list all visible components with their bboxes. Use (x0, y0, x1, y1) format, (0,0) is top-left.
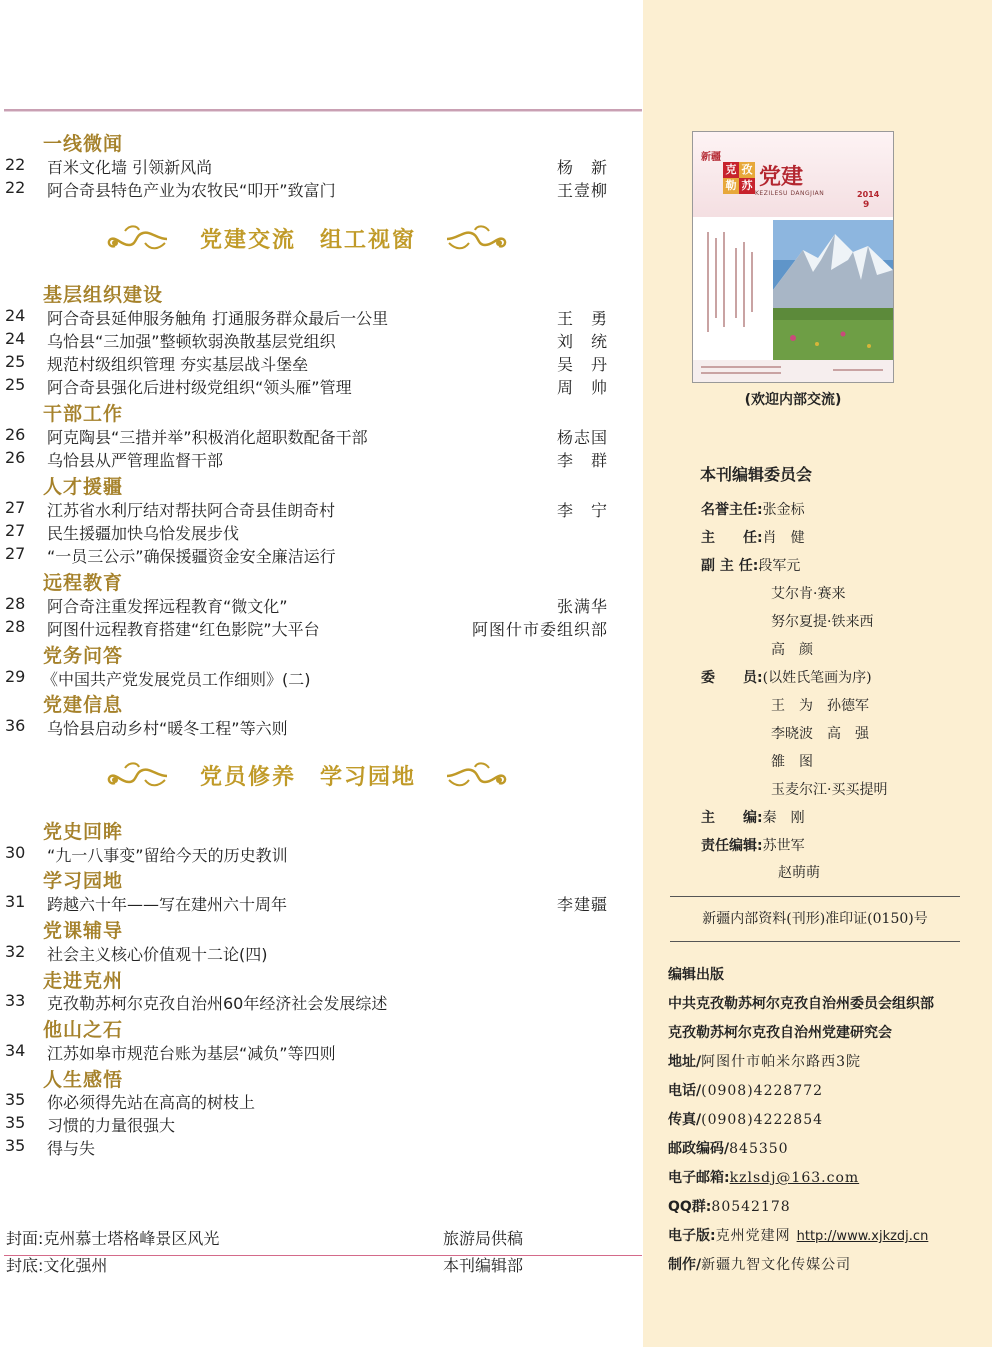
entry-title: 阿合奇县延伸服务触角 打通服务群众最后一公里 (47, 309, 389, 328)
value: 段军元 (758, 558, 801, 574)
cover-footer (693, 360, 893, 382)
value: 肖 健 (762, 530, 805, 546)
email-link[interactable]: kzlsdj@163.com (729, 1170, 860, 1186)
note: (以姓氏笔画为序) (762, 670, 872, 686)
banner-title: 党建交流 组工视窗 (199, 228, 416, 253)
permit-divider-bottom (670, 941, 960, 942)
entry-author: 杨 新 (556, 158, 608, 177)
entry-title: 阿克陶县“三措并举”积极消化超职数配备干部 (47, 428, 368, 447)
page-number: 27 (5, 544, 26, 563)
entry-author: 阿图什市委组织部 (471, 620, 608, 639)
section-banner (105, 221, 510, 257)
toc-entry[interactable] (0, 178, 620, 200)
logo-char: 克 (725, 163, 737, 176)
toc-entry[interactable] (0, 306, 620, 328)
entry-title: 江苏如皋市规范台账为基层“减负”等四则 (47, 1044, 336, 1063)
toc-entry[interactable] (0, 1041, 620, 1063)
entry-title: 社会主义核心价值观十二论(四) (47, 945, 268, 964)
logo-char: 勒 (723, 178, 739, 194)
publisher-org: 中共克孜勒苏柯尔克孜自治州委员会组织部 (668, 996, 934, 1012)
section-heading: 人才援疆 (43, 476, 124, 498)
web-name: 克州党建网 (715, 1228, 791, 1244)
scroll-ornament-left-icon (105, 758, 171, 794)
page-number: 27 (5, 498, 26, 517)
page-number: 22 (5, 178, 26, 197)
toc-entry[interactable] (0, 991, 620, 1013)
toc-entry[interactable] (0, 716, 620, 738)
cover-credit-back-source: 本刊编辑部 (443, 1256, 524, 1275)
toc-entry[interactable] (0, 1090, 620, 1112)
page-number: 35 (5, 1136, 26, 1155)
toc-entry[interactable] (0, 843, 620, 865)
publisher-maker (668, 1254, 851, 1274)
label: 地址/ (668, 1054, 702, 1070)
toc-entry[interactable] (0, 352, 620, 374)
cover-caption: (欢迎内部交流) (744, 392, 842, 408)
page-number: 34 (5, 1041, 26, 1060)
page-number: 27 (5, 521, 26, 540)
section-heading: 基层组织建设 (43, 284, 164, 306)
publisher-zip (668, 1138, 789, 1158)
entry-author: 杨志国 (556, 428, 608, 447)
page-number: 35 (5, 1113, 26, 1132)
entry-title: 阿合奇注重发挥远程教育“微文化” (47, 597, 288, 616)
entry-title: 乌恰县“三加强”整顿软弱涣散基层党组织 (47, 332, 336, 351)
page-number: 35 (5, 1090, 26, 1109)
value: 80542178 (711, 1199, 791, 1215)
value: (0908)4222854 (701, 1112, 824, 1128)
entry-title: “一员三公示”确保援疆资金安全廉洁运行 (47, 547, 336, 566)
banner-title: 党员修养 学习园地 (199, 765, 416, 790)
entry-title: 《中国共产党发展党员工作细则》(二) (42, 670, 311, 689)
committee-honorary (701, 499, 805, 519)
entry-title: 乌恰县启动乡村“暖冬工程”等六则 (47, 719, 288, 738)
page-number: 28 (5, 594, 26, 613)
label: 制作/ (668, 1257, 702, 1273)
logo-char: 苏 (741, 179, 753, 192)
section-heading: 党务问答 (43, 645, 124, 667)
publisher-email (668, 1167, 859, 1187)
page-number: 25 (5, 375, 26, 394)
entry-author: 王 勇 (556, 309, 608, 328)
toc-entry[interactable] (0, 329, 620, 351)
committee-responsible-editor-name: 赵萌萌 (778, 865, 820, 881)
value: 苏世军 (762, 838, 805, 854)
toc-entry[interactable] (0, 617, 620, 639)
toc-entry[interactable] (0, 1113, 620, 1135)
magazine-cover-thumbnail[interactable] (692, 131, 894, 383)
label: 主 编: (701, 810, 763, 826)
cover-pinyin: KEZILESU DANGJIAN (755, 190, 825, 197)
committee-members (701, 667, 872, 687)
publisher-fax (668, 1109, 823, 1129)
scroll-ornament-right-icon (443, 758, 509, 794)
cover-logo (723, 162, 755, 194)
toc-entry[interactable] (0, 521, 620, 543)
scroll-ornament-right-icon (443, 221, 509, 257)
section-heading: 人生感悟 (43, 1069, 124, 1091)
cover-year: 2014 (857, 190, 880, 199)
toc-entry[interactable] (0, 544, 620, 566)
label: 传真/ (668, 1112, 702, 1128)
label: 副 主 任: (701, 558, 759, 574)
committee-member-names: 李晓波 高 强 (771, 726, 869, 742)
entry-title: 乌恰县从严管理监督干部 (47, 451, 224, 470)
page-number: 26 (5, 448, 26, 467)
entry-author: 王壹柳 (556, 181, 608, 200)
committee-deputy (701, 555, 800, 575)
page-number: 33 (5, 991, 26, 1010)
label: 电子版: (668, 1228, 716, 1244)
toc-entry[interactable] (0, 942, 620, 964)
entry-author: 李建疆 (556, 895, 608, 914)
entry-title: 跨越六十年——写在建州六十周年 (47, 895, 288, 914)
section-heading: 学习园地 (43, 870, 124, 892)
cover-credit-front: 封面:克州慕士塔格峰景区风光 (6, 1229, 220, 1248)
toc-entry[interactable] (0, 594, 620, 616)
entry-title: 你必须得先站在高高的树枝上 (47, 1093, 256, 1112)
page-number: 22 (5, 155, 26, 174)
entry-title: 习惯的力量很强大 (47, 1116, 176, 1135)
entry-author: 刘 统 (556, 332, 608, 351)
publication-permit: 新疆内部资料(刊形)准印证(0150)号 (702, 911, 928, 927)
toc-entry[interactable] (0, 1136, 620, 1158)
entry-author: 周 帅 (556, 378, 608, 397)
page-number: 32 (5, 942, 26, 961)
publisher-web (668, 1225, 928, 1245)
label: QQ群: (668, 1199, 712, 1215)
cover-issue: 9 (863, 200, 870, 210)
committee-title: 本刊编辑委员会 (700, 465, 813, 484)
cover-credit-back: 封底:文化强州 (6, 1256, 108, 1275)
entry-author: 张满华 (556, 597, 608, 616)
value: (0908)4228772 (701, 1083, 824, 1099)
entry-title: 克孜勒苏柯尔克孜自治州60年经济社会发展综述 (47, 994, 388, 1013)
toc-entry[interactable] (0, 892, 620, 914)
top-divider (4, 109, 642, 112)
section-heading: 党史回眸 (43, 821, 124, 843)
entry-title: 百米文化墙 引领新风尚 (47, 158, 213, 177)
label: 名誉主任: (701, 502, 763, 518)
section-heading: 党课辅导 (43, 920, 124, 942)
toc-entry[interactable] (0, 448, 620, 470)
website-link[interactable]: http://www.xjkzdj.cn (796, 1229, 929, 1244)
entry-title: 规范村级组织管理 夯实基层战斗堡垒 (47, 355, 309, 374)
page-number: 28 (5, 617, 26, 636)
label: 电子邮箱: (668, 1170, 730, 1186)
page-number: 36 (5, 716, 26, 735)
section-heading: 党建信息 (43, 694, 124, 716)
committee-deputy-name: 努尔夏提·铁来西 (771, 614, 874, 630)
publisher-org: 克孜勒苏柯尔克孜自治州党建研究会 (668, 1025, 892, 1041)
label: 邮政编码/ (668, 1141, 730, 1157)
section-heading: 一线微闻 (43, 133, 124, 155)
entry-title: 江苏省水利厅结对帮扶阿合奇县佳朗奇村 (47, 501, 336, 520)
cover-mountain-photo (773, 220, 893, 360)
committee-responsible-editor (701, 835, 805, 855)
label: 主 任: (701, 530, 763, 546)
entry-title: “九一八事变”留给今天的历史教训 (47, 846, 288, 865)
entry-author: 李 群 (556, 451, 608, 470)
entry-title: 得与失 (47, 1139, 96, 1158)
cover-credit-front-source: 旅游局供稿 (443, 1229, 524, 1248)
page-number: 29 (5, 667, 26, 686)
section-banner (105, 758, 510, 794)
value: 阿图什市帕米尔路西3院 (701, 1054, 862, 1070)
section-heading: 他山之石 (43, 1019, 124, 1041)
publisher-heading: 编辑出版 (668, 967, 724, 983)
permit-divider-top (670, 896, 960, 897)
entry-author: 吴 丹 (556, 355, 608, 374)
label: 委 员: (701, 670, 763, 686)
cover-magazine-name: 党建 (759, 164, 804, 190)
value: 845350 (729, 1141, 789, 1157)
cover-region: 新疆 (701, 152, 721, 163)
toc-entry[interactable] (0, 425, 620, 447)
page-number: 25 (5, 352, 26, 371)
toc-entry[interactable] (0, 667, 620, 689)
value: 新疆九智文化传媒公司 (701, 1257, 852, 1273)
page-number: 24 (5, 306, 26, 325)
committee-editor (701, 807, 805, 827)
entry-title: 阿合奇县强化后进村级党组织“领头雁”管理 (47, 378, 352, 397)
entry-author: 李 宁 (556, 501, 608, 520)
scroll-ornament-left-icon (105, 221, 171, 257)
committee-director (701, 527, 805, 547)
committee-member-names: 王 为 孙德军 (771, 698, 869, 714)
publisher-address (668, 1051, 861, 1071)
toc-entry[interactable] (0, 498, 620, 520)
page-number: 31 (5, 892, 26, 911)
entry-title: 阿合奇县特色产业为农牧民“叩开”致富门 (47, 181, 336, 200)
page-number: 30 (5, 843, 26, 862)
cover-text-columns (701, 228, 763, 348)
logo-char: 孜 (739, 162, 755, 178)
page-number: 26 (5, 425, 26, 444)
publisher-qq (668, 1196, 791, 1216)
committee-member-names: 玉麦尔江·买买提明 (771, 782, 888, 798)
toc-entry[interactable] (0, 375, 620, 397)
section-heading: 干部工作 (43, 403, 124, 425)
entry-title: 阿图什远程教育搭建“红色影院”大平台 (47, 620, 320, 639)
page-number: 24 (5, 329, 26, 348)
value: 张金标 (762, 502, 805, 518)
publisher-tel (668, 1080, 823, 1100)
value: 秦 刚 (762, 810, 805, 826)
label: 责任编辑: (701, 838, 763, 854)
label: 电话/ (668, 1083, 702, 1099)
section-heading: 走进克州 (43, 970, 124, 992)
committee-member-names: 雒 图 (771, 754, 813, 770)
entry-title: 民生援疆加快乌恰发展步伐 (47, 524, 240, 543)
committee-deputy-name: 高 颜 (771, 642, 813, 658)
section-heading: 远程教育 (43, 572, 124, 594)
committee-deputy-name: 艾尔肯·赛来 (771, 586, 846, 602)
toc-entry[interactable] (0, 155, 620, 177)
